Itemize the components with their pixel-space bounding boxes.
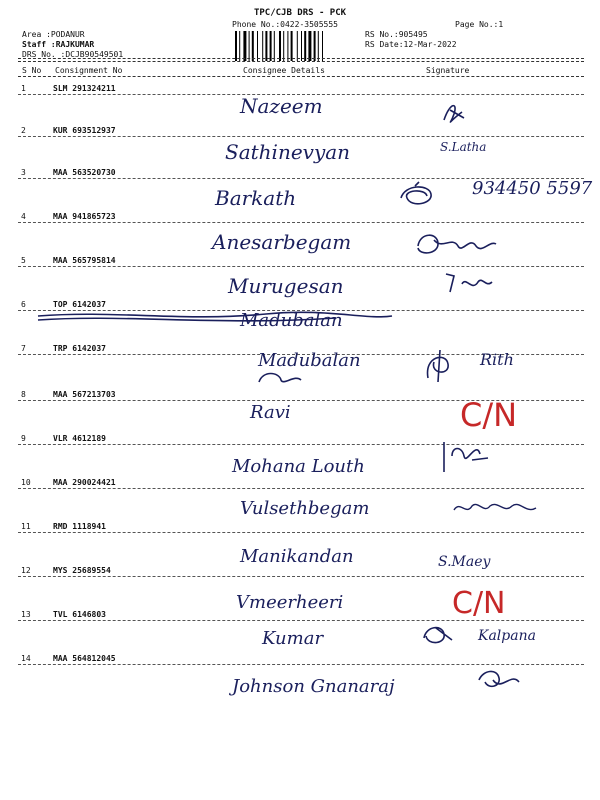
handwritten-name-8: Ravi [250,402,291,423]
handwritten-name-2: Sathinevyan [225,140,351,164]
row-consignment-number: MAA 564812045 [53,654,116,663]
column-consignment: Consignment No [55,66,123,75]
row-divider [18,488,584,489]
row-serial-number: 2 [21,126,26,135]
drs-value: DCJB90549501 [65,50,124,59]
row-consignment-number: VLR 4612189 [53,434,106,443]
handwritten-name-3: Barkath [215,186,297,210]
handwritten-name-11: Manikandan [240,546,354,567]
handwritten-name-9: Mohana Louth [232,456,365,477]
rs-date-label: RS Date: [365,40,404,49]
row-serial-number: 14 [21,654,31,663]
signature-7 [420,348,460,384]
staff-value: RAJKUMAR [55,40,95,49]
row-serial-number: 5 [21,256,26,265]
row-serial-number: 13 [21,610,31,619]
signature-5 [440,268,500,298]
row-serial-number: 6 [21,300,26,309]
signature-10 [450,496,540,520]
area-label: Area : [22,30,51,39]
row-consignment-number: MAA 941865723 [53,212,116,221]
column-consignee: Consignee Details [243,66,325,75]
handwritten-name-13: Kumar [262,628,324,649]
drs-label: DRS No. : [22,50,66,59]
handwritten-name-12: Vmeerheeri [236,592,344,613]
row-consignment-number: TOP 6142037 [53,300,106,309]
handwritten-name-14: Johnson Gnanaraj [232,676,395,697]
header-divider-top-2 [18,61,584,62]
row-divider [18,664,584,665]
row-consignment-number: MAA 290024421 [53,478,116,487]
handwritten-name-6: Madubalan [240,310,343,331]
row-consignment-number: MAA 563520730 [53,168,116,177]
handwritten-note-11: S.Maey [438,554,491,570]
row-serial-number: 9 [21,434,26,443]
page-label: Page No.: [455,20,499,29]
strike-through-6 [36,304,396,332]
phone-line [232,20,338,29]
staff-label: Staff : [22,40,56,49]
rs-date-value: 12-Mar-2022 [403,40,457,49]
handwritten-name-1: Nazeem [240,94,323,118]
row-consignment-number: MYS 25689554 [53,566,111,575]
row-consignment-number: SLM 291324211 [53,84,116,93]
row-serial-number: 10 [21,478,31,487]
handwritten-note-8: C/N [460,396,518,434]
column-signature: Signature [426,66,470,75]
phone-number: 0422-3505555 [280,20,338,29]
signature-14 [475,666,525,696]
staff-line [22,40,94,49]
barcode-image [233,31,353,61]
handwritten-name-5: Murugesan [228,274,344,298]
rs-no-value: 905495 [398,30,428,39]
signature-4 [412,226,502,262]
row-serial-number: 12 [21,566,31,575]
row-serial-number: 4 [21,212,26,221]
row-divider [18,266,584,267]
area-value: PODANUR [50,30,85,39]
handwritten-note-13: Kalpana [478,628,536,644]
row-serial-number: 3 [21,168,26,177]
document-title: TPC/CJB DRS - PCK [253,8,347,18]
row-consignment-number: MAA 565795814 [53,256,116,265]
row-divider [18,576,584,577]
row-serial-number: 11 [21,522,31,531]
handwritten-note-3: 934450 5597 [472,178,593,199]
handwritten-name-10: Vulsethbegam [240,498,370,519]
row-serial-number: 7 [21,344,26,353]
header-divider-top [18,58,584,59]
rs-date-line [365,40,457,49]
signature-13 [418,620,458,648]
handwritten-name-4: Anesarbegam [212,230,352,254]
rs-no-label: RS No.: [365,30,399,39]
phone-label: Phone No.: [232,20,281,29]
row-consignment-number: MAA 567213703 [53,390,116,399]
signature-3 [395,180,445,210]
page-number-line [455,20,503,29]
row-divider [18,444,584,445]
row-serial-number: 1 [21,84,26,93]
row-consignment-number: RMD 1118941 [53,522,106,531]
row-consignment-number: TRP 6142037 [53,344,106,353]
row-consignment-number: KUR 693512937 [53,126,116,135]
header-divider-bottom [18,76,584,77]
row-divider [18,222,584,223]
row-divider [18,136,584,137]
handwritten-mark-7 [255,366,305,388]
row-divider [18,532,584,533]
signature-1 [440,98,470,128]
column-sno: S No [22,66,42,75]
handwritten-note-12: C/N [452,586,506,621]
rs-no-line [365,30,428,39]
page-number: 1 [498,20,504,29]
handwritten-name-7: Madubalan [258,350,361,371]
signature-9 [436,436,496,476]
handwritten-note-7: Rith [480,350,514,369]
row-serial-number: 8 [21,390,26,399]
handwritten-note-2: S.Latha [440,140,487,154]
area-line [22,30,85,39]
row-consignment-number: TVL 6146803 [53,610,106,619]
